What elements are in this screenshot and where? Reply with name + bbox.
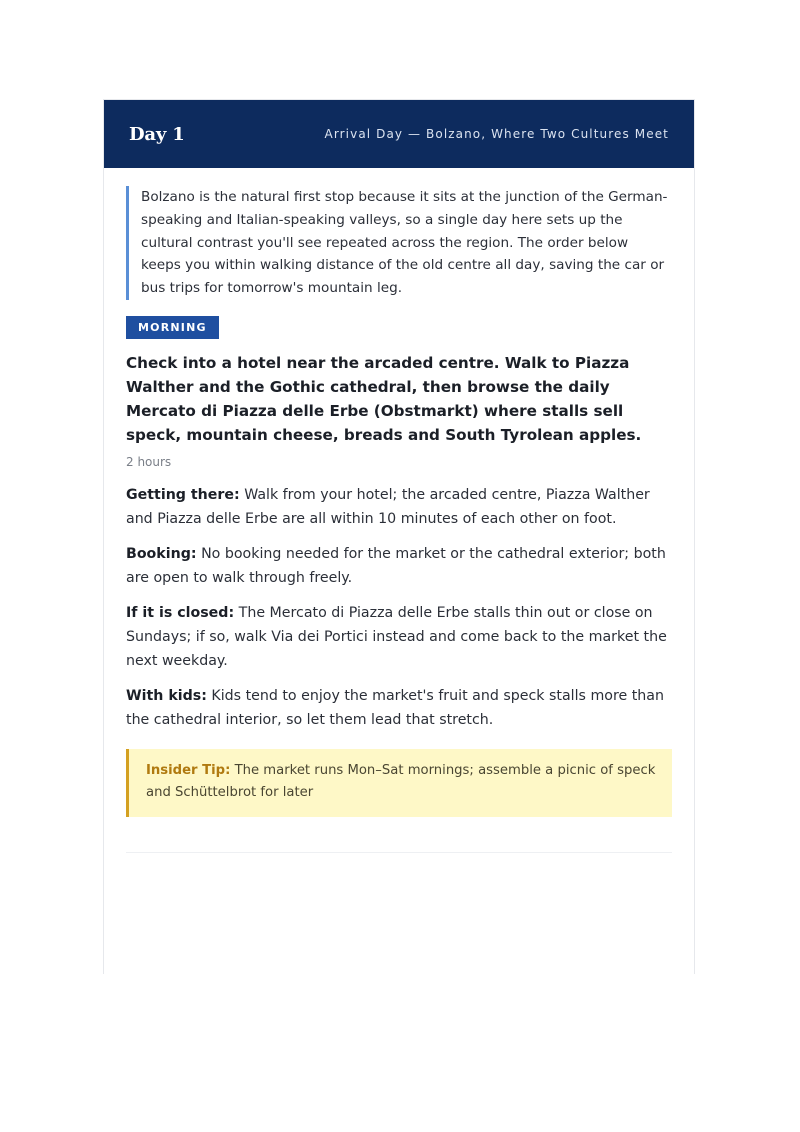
detail-with-kids	[126, 684, 672, 732]
detail-label: If it is closed:	[126, 604, 235, 621]
day-title: Day 1	[129, 123, 185, 145]
day-content	[104, 168, 694, 853]
detail-label: Booking:	[126, 545, 197, 562]
day-card	[103, 99, 695, 974]
detail-getting-there	[126, 483, 672, 531]
detail-text: No booking needed for the market or the cathedral exterior; both are open to walk through freely.	[126, 545, 666, 586]
detail-text: Walk from your hotel; the arcaded centre, Piazza Walther and Piazza delle Erbe are all within 10 minutes of each other on foot.	[126, 486, 650, 527]
activity-duration: 2 hours	[126, 454, 172, 469]
day-intro: Bolzano is the natural first stop because it sits at the junction of the German-speaking and Italian-speaking valleys, so a single day here sets up the cultural contrast you'll see repeated across the region. The order below keeps you within walking distance of the old centre all day, saving the car or bus trips for tomorrow's mountain leg.	[126, 186, 672, 300]
insider-tip-label: Insider Tip:	[146, 762, 231, 778]
insider-tip	[126, 749, 672, 817]
detail-if-closed	[126, 601, 672, 673]
detail-label: With kids:	[126, 687, 207, 704]
day-header	[104, 100, 694, 168]
detail-booking	[126, 542, 672, 590]
day-subtitle: Arrival Day — Bolzano, Where Two Cultures Meet	[324, 127, 669, 141]
detail-text: Kids tend to enjoy the market's fruit and speck stalls more than the cathedral interior, so let them lead that stretch.	[126, 687, 664, 728]
insider-tip-text: The market runs Mon–Sat mornings; assemble a picnic of speck and Schüttelbrot for later	[146, 762, 656, 800]
activity-description: Check into a hotel near the arcaded centre. Walk to Piazza Walther and the Gothic cathedral, then browse the daily Mercato di Piazza delle Erbe (Obstmarkt) where stalls sell speck, mountain cheese, breads and South Tyrolean apples.	[126, 353, 642, 444]
time-slot-badge: MORNING	[126, 316, 219, 339]
section-divider	[126, 852, 672, 853]
detail-label: Getting there:	[126, 486, 240, 503]
detail-text: The Mercato di Piazza delle Erbe stalls thin out or close on Sundays; if so, walk Via dei Portici instead and come back to the market the next weekday.	[126, 604, 667, 669]
